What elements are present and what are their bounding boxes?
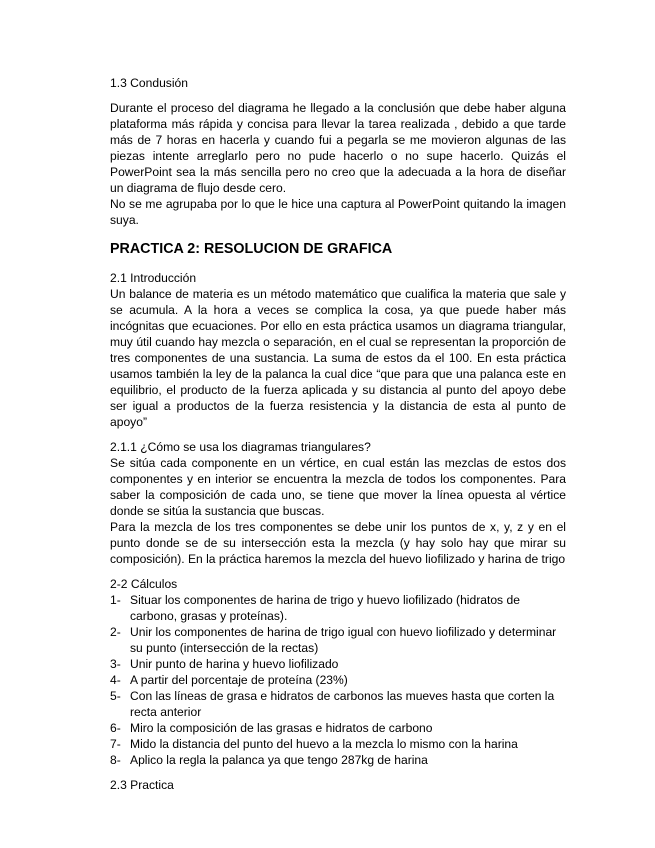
document-body [110, 75, 566, 793]
list-item: 2- Unir los componentes de harina de trigo igual con huevo liofilizado y determinar su punto (intersección de la rectas) [110, 625, 557, 655]
list-item: 4- A partir del porcentaje de proteína (23%) [110, 673, 348, 687]
list-item: 5- Con las líneas de grasa e hidratos de carbonos las mueves hasta que corten la recta anterior [110, 689, 555, 719]
intro-paragraph: Un balance de materia es un método matemático que cualifica la materia que sale y se acumula. A la hora a veces se complica la cosa, ya que puede haber más incógnitas que ecuaciones. Por ello en esta práctica usamos un diagrama triangular, muy útil cuando hay mezcla o separación, en el cual se representan la proporción de tres componentes de una sustancia. La suma de estos da el 100. En esta práctica usamos también la ley de la palanca la cual dice “que para que una palanca este en equilibrio, el producto de la fuerza aplicada y su distancia al punto del apoyo debe ser igual a productos de la fuerza resistencia y la distancia de esta al punto de apoyo” [110, 287, 566, 429]
howto-paragraph-2: Para la mezcla de los tres componentes se debe unir los puntos de x, y, z y en el punto donde se de su intersección esta la mezcla (y hay solo hay que mirar su composición). En la práctica haremos la mezcla del huevo liofilizado y harina de trigo [110, 520, 566, 566]
list-item: 8- Aplico la regla la palanca ya que tengo 287kg de harina [110, 753, 428, 767]
intro-heading: 2.1 Introducción [110, 271, 197, 285]
list-item: 7- Mido la distancia del punto del huevo a la mezcla lo mismo con la harina [110, 737, 518, 751]
list-item: 1- Situar los componentes de harina de trigo y huevo liofilizado (hidratos de carbono, grasas y proteínas). [110, 593, 520, 623]
conclusion-heading: 1.3 Condusión [110, 76, 188, 90]
conclusion-paragraph-2: No se me agrupaba por lo que le hice una captura al PowerPoint quitando la imagen suya. [110, 197, 566, 227]
calculations-heading: 2-2 Cálculos [110, 577, 178, 591]
practice-2-title: PRACTICA 2: RESOLUCION DE GRAFICA [110, 241, 393, 257]
howto-paragraph-1: Se sitúa cada componente en un vértice, en cual están las mezclas de estos dos componentes y en interior se encuentra la mezcla de todos los componentes. Para saber la composición de cada uno, se tiene que mover la línea opuesta al vértice donde se sitúa la sustancia que buscas. [110, 456, 566, 518]
conclusion-paragraph-1: Durante el proceso del diagrama he llegado a la conclusión que debe haber alguna plataforma más rápida y concisa para llevar la tarea realizada , debido a que tarde más de 7 horas en hacerla y cuando fui a pegarla se me movieron algunas de las piezas intente arreglarlo pero no pude hacerlo o no supe hacerlo. Quizás el PowerPoint sea la más sencilla pero no creo que la adecuada a la hora de diseñar un diagrama de flujo desde cero. [110, 101, 566, 195]
howto-heading: 2.1.1 ¿Cómo se usa los diagramas triangulares? [110, 440, 371, 454]
list-item: 3- Unir punto de harina y huevo liofilizado [110, 657, 339, 671]
practice-heading: 2.3 Practica [110, 778, 174, 792]
list-item: 6- Miro la composición de las grasas e hidratos de carbono [110, 721, 433, 735]
calculation-steps-list [110, 592, 566, 768]
